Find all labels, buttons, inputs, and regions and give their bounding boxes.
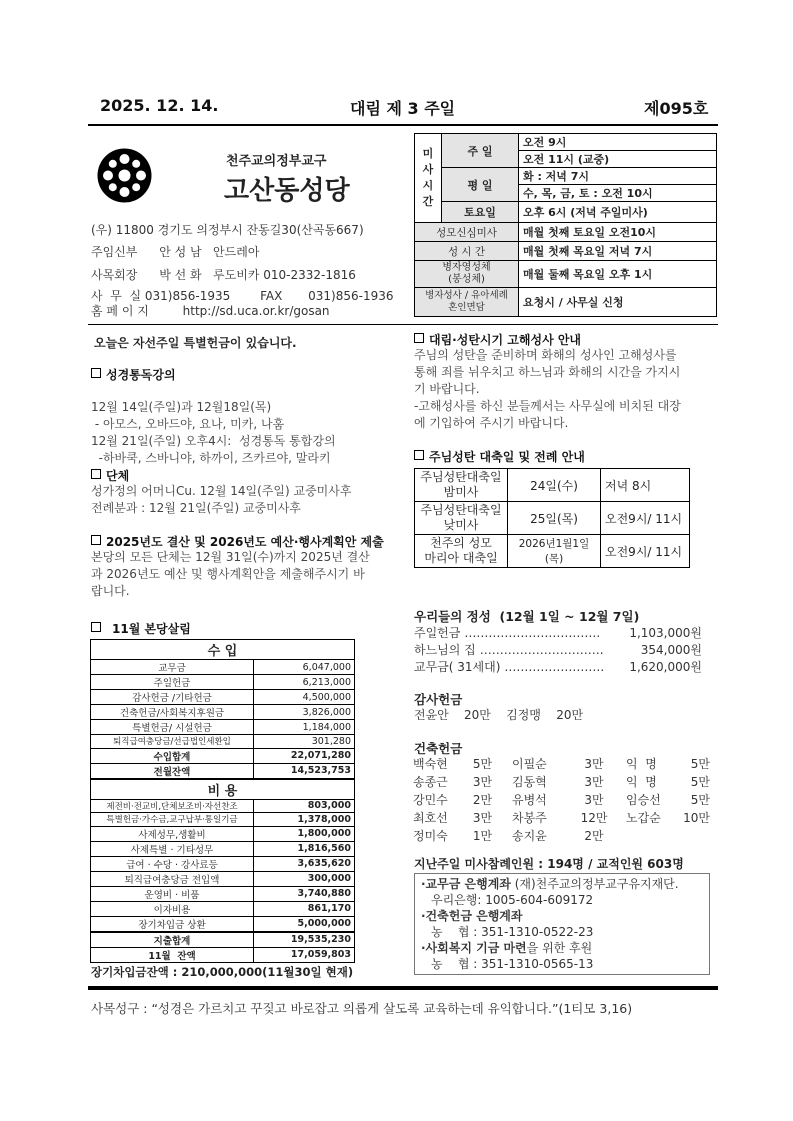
bank-heading-suffix: 을 위한 후원 (526, 941, 593, 955)
donor-name: 김동혁 (512, 775, 547, 789)
income-label: 감사헌금 /기타헌금 (91, 690, 254, 705)
expense-value: 3,635,620 (254, 856, 355, 871)
bullet-square-icon (91, 469, 101, 479)
bible-title: 성경통독강의 (106, 368, 176, 382)
donor-name: 익 명 (626, 757, 657, 771)
income-total-value: 22,071,280 (254, 748, 355, 763)
confession-line: 통해 죄를 뉘우치고 하느님과 화해의 시간을 가지시 (414, 365, 681, 379)
christmas-time: 저녁 8시 (601, 469, 690, 502)
donor-name: 송종근 (413, 775, 448, 789)
mass-extra-value: 매월 첫째 목요일 저녁 7시 (519, 242, 717, 261)
mass-time: 오전 11시 (교중) (519, 151, 717, 168)
bible-line: -하바쿡, 스바니야, 하까이, 즈카르야, 말라키 (91, 451, 331, 465)
donor-amount: 3만 (472, 811, 493, 825)
expense-value: 803,000 (254, 799, 355, 813)
income-value: 6,047,000 (254, 660, 355, 675)
groups-line: 성가정의 어머니Cu. 12월 14일(주일) 교중미사후 (91, 484, 352, 498)
diocese-name: 천주교의정부교구 (226, 154, 327, 169)
budget-line: 랍니다. (91, 584, 130, 598)
finance-table (90, 639, 355, 963)
donor-name: 유병석 (512, 793, 547, 807)
offering-value: 1,103,000원 (629, 626, 702, 640)
homepage-label: 홈 페 이 지 (91, 304, 149, 318)
mass-time: 화 : 저녁 7시 (519, 168, 717, 185)
liturgical-week: 대림 제 3 주일 (350, 99, 456, 118)
prev-balance-label: 전월잔액 (91, 763, 254, 779)
expense-value: 300,000 (254, 871, 355, 886)
christmas-date: 25일(목) (508, 502, 601, 535)
christmas-schedule-table (414, 468, 690, 568)
donor-amount: 2만 (472, 793, 493, 807)
prev-balance-value: 14,523,753 (254, 763, 355, 779)
income-value: 3,826,000 (254, 705, 355, 720)
groups-body (91, 483, 351, 517)
mass-side-label: 미사시간 (415, 134, 442, 223)
homepage-link[interactable]: http://sd.uca.or.kr/gosan (182, 304, 330, 318)
expense-total-label: 지출합계 (91, 932, 254, 948)
donor-name: 송지윤 (512, 829, 547, 843)
donor-amount: 5만 (690, 775, 710, 789)
budget-line: 본당의 모든 단체는 12월 31일(수)까지 2025년 결산 (91, 550, 370, 564)
expense-total-value: 19,535,230 (254, 932, 355, 948)
income-total-label: 수입합계 (91, 748, 254, 763)
priest-label: 주임신부 (91, 245, 138, 259)
mass-schedule-table (414, 133, 717, 317)
balance-label: 11월 잔액 (91, 947, 254, 962)
offering-label: 주일헌금 (414, 626, 461, 640)
bank-account: 우리은행: 1005-604-609172 (431, 893, 594, 907)
bank-heading: ·교무금 은행계좌 (421, 877, 511, 891)
mass-time: 수, 목, 금, 토 : 오전 10시 (519, 185, 717, 202)
notice-text: 오늘은 자선주일 특별헌금이 있습니다. (94, 336, 297, 350)
donor-row (412, 791, 711, 809)
offering-title: 우리들의 정성 (12월 1일 ~ 12월 7일) (414, 609, 640, 624)
confession-line: 기 바랍니다. (414, 382, 480, 396)
offering-leader: ……………………. (504, 660, 605, 674)
mass-extra-label: 병자성사 / 유아세례 혼인면담 (415, 288, 519, 317)
groups-title: 단체 (106, 469, 130, 483)
christmas-date: 2026년1월1일(목) (508, 535, 601, 568)
confession-title: 대림·성탄시기 고해성사 안내 (429, 333, 582, 347)
parish-logo-icon (97, 148, 152, 203)
bank-heading: ·사회복지 기금 마련 (421, 941, 527, 955)
income-value: 301,280 (254, 735, 355, 749)
fax-number: 031)856-1936 (308, 289, 394, 303)
bank-heading: ·건축헌금 은행계좌 (421, 909, 523, 923)
offering-value: 354,000원 (640, 643, 702, 657)
donor-name: 임승선 (626, 793, 661, 807)
mass-day-sunday: 주 일 (442, 134, 519, 168)
offering-leader: …………………………. (479, 643, 604, 657)
christmas-event: 주님성탄대축일 밤미사 (415, 469, 508, 502)
expense-value: 3,740,880 (254, 886, 355, 901)
building-donors (412, 755, 711, 845)
christmas-event: 천주의 성모 마리아 대축일 (415, 535, 508, 568)
section-rule (88, 324, 718, 325)
council-contact: 박 선 화 루도비카 010-2332-1816 (159, 268, 356, 282)
expense-label: 특별헌금·가수금,교구납부·통일기금 (91, 813, 254, 827)
mass-day-weekday: 평 일 (442, 168, 519, 202)
mass-extra-value: 매월 첫째 토요일 오전10시 (519, 223, 717, 242)
donor-amount: 3만 (472, 775, 493, 789)
expense-label: 장기차입금 상환 (91, 916, 254, 932)
donor-amount: 3만 (584, 793, 604, 807)
budget-body (91, 549, 370, 600)
office-label: 사 무 실 (91, 289, 142, 303)
parish-name: 고산동성당 (224, 176, 350, 206)
donor-name: 차봉주 (512, 811, 547, 825)
christmas-event: 주님성탄대축일 낮미사 (415, 502, 508, 535)
balance-value: 17,059,803 (254, 947, 355, 962)
bullet-square-icon (91, 622, 101, 632)
bullet-square-icon (91, 535, 101, 545)
finance-title: 11월 본당살림 (112, 622, 191, 636)
donor-amount: 5만 (690, 757, 710, 771)
income-value: 6,213,000 (254, 675, 355, 690)
offering-list (414, 625, 702, 676)
attendance-text: 지난주일 미사참례인원 : 194명 / 교적인원 603명 (414, 857, 684, 871)
bullet-square-icon (91, 368, 101, 378)
expense-label: 이자비용 (91, 901, 254, 916)
donor-name: 최호선 (413, 811, 448, 825)
income-label: 주일헌금 (91, 675, 254, 690)
council-label: 사목회장 (91, 268, 138, 282)
fax-label: FAX (260, 289, 283, 303)
bank-accounts-box (414, 873, 710, 975)
mass-time: 오후 6시 (저녁 주일미사) (519, 202, 717, 223)
bullet-square-icon (414, 333, 424, 343)
offering-value: 1,620,000원 (629, 660, 702, 674)
bank-account: 농 협 : 351-1310-0565-13 (431, 957, 594, 971)
offering-row (414, 625, 702, 642)
income-header: 수 입 (91, 640, 355, 660)
donor-row (412, 809, 711, 827)
expense-label: 퇴직급여충당금 전입액 (91, 871, 254, 886)
bible-line: - 아모스, 오바드야, 요나, 미카, 나훔 (91, 417, 285, 431)
donor-amount: 1만 (472, 829, 493, 843)
mass-time: 오전 9시 (519, 134, 717, 151)
expense-value: 1,816,560 (254, 841, 355, 856)
budget-title: 2025년도 결산 및 2026년도 예산·행사계획안 제출 (106, 535, 384, 549)
income-label: 교무금 (91, 660, 254, 675)
confession-body (414, 347, 681, 432)
issue-number: 제095호 (644, 99, 709, 118)
expense-value: 861,170 (254, 901, 355, 916)
confession-line: -고해성사를 하신 분들께서는 사무실에 비치된 대장 (414, 399, 681, 413)
confession-line: 주님의 성탄을 준비하며 화해의 성사인 고해성사를 (414, 348, 677, 362)
christmas-time: 오전9시/ 11시 (601, 535, 690, 568)
donor-row (412, 755, 711, 773)
donor-name: 익 명 (626, 775, 657, 789)
offering-row (414, 659, 702, 676)
offering-label: 교무금( 31세대) (414, 660, 501, 674)
donor-name: 이필순 (512, 757, 547, 771)
donor-amount: 10만 (683, 811, 710, 825)
donor-amount: 3만 (584, 757, 604, 771)
income-label: 퇴직급여충당금/선급법인세환입 (91, 735, 254, 749)
expense-label: 제전비·전교비,단체보조비·자선찬조 (91, 799, 254, 813)
bulletin-date: 2025. 12. 14. (100, 96, 219, 115)
christmas-date: 24일(수) (508, 469, 601, 502)
loan-balance: 장기차입금잔액 : 210,000,000(11월30일 현재) (91, 965, 354, 979)
expense-value: 1,800,000 (254, 826, 355, 841)
christmas-time: 오전9시/ 11시 (601, 502, 690, 535)
income-label: 건축헌금/사회복지후원금 (91, 705, 254, 720)
bank-account: 농 협 : 351-1310-0522-23 (431, 925, 594, 939)
donor-name: 노갑순 (626, 811, 661, 825)
bank-holder: (재)천주교의정부교구유지재단. (510, 877, 679, 891)
donor-amount: 5만 (472, 757, 493, 771)
offering-label: 하느님의 집 (414, 643, 476, 657)
offering-row (414, 642, 702, 659)
mass-extra-value: 요청시 / 사무실 신청 (519, 288, 717, 317)
christmas-title: 주님성탄 대축일 및 전례 안내 (429, 450, 585, 464)
expense-value: 5,000,000 (254, 916, 355, 932)
parish-address: (우) 11800 경기도 의정부시 잔동길30(산곡동667) (91, 223, 364, 237)
thanks-line: 전윤안 20만 김정맹 20만 (414, 708, 584, 722)
bible-line: 12월 21일(주일) 오후4시: 성경통독 통합강의 (91, 434, 336, 448)
donor-amount: 5만 (690, 793, 710, 807)
groups-line: 전례분과 : 12월 21일(주일) 교중미사후 (91, 501, 301, 515)
mass-extra-label: 성모신심미사 (415, 223, 519, 242)
building-title: 건축헌금 (414, 741, 463, 756)
expense-label: 사제특별 · 기타성무 (91, 841, 254, 856)
thanks-title: 감사헌금 (414, 692, 463, 707)
bullet-square-icon (414, 450, 424, 460)
mass-extra-label: 성 시 간 (415, 242, 519, 261)
donor-amount: 2만 (584, 829, 604, 843)
mass-day-saturday: 토요일 (442, 202, 519, 223)
income-value: 1,184,000 (254, 720, 355, 735)
income-value: 4,500,000 (254, 690, 355, 705)
donor-name: 백숙현 (413, 757, 448, 771)
priest-name: 안 성 남 안드레아 (159, 245, 260, 259)
office-phone: 031)856-1935 (144, 289, 231, 303)
donor-amount: 12만 (580, 811, 608, 825)
expense-label: 사제성무,생활비 (91, 826, 254, 841)
donor-row (412, 773, 711, 791)
mass-extra-label: 병자영성체 (봉성체) (415, 261, 519, 288)
confession-line: 에 기입하여 주시기 바랍니다. (414, 416, 569, 430)
bible-line: 12월 14일(주일)과 12월18일(목) (91, 400, 272, 414)
donor-name: 정미숙 (413, 829, 448, 843)
income-label: 특별헌금/ 시설헌금 (91, 720, 254, 735)
donor-row (412, 827, 711, 845)
expense-value: 1,378,000 (254, 813, 355, 827)
pastoral-verse: 사목성구 : “성경은 가르치고 꾸짖고 바로잡고 의롭게 살도록 교육하는데 유익합니다.”(1티모 3,16) (91, 1001, 633, 1016)
expense-header: 비 용 (91, 779, 355, 800)
donor-amount: 3만 (584, 775, 604, 789)
offering-leader: ……………………………. (464, 626, 601, 640)
expense-label: 운영비 · 비품 (91, 886, 254, 901)
mass-extra-value: 매월 둘째 목요일 오후 1시 (519, 261, 717, 288)
header-rule (88, 124, 718, 126)
donor-name: 강민수 (413, 793, 448, 807)
footer-rule (88, 986, 718, 990)
budget-line: 과 2026년도 예산 및 행사계획안을 제출해주시기 바 (91, 567, 365, 581)
expense-label: 급여 · 수당 · 강사료등 (91, 856, 254, 871)
